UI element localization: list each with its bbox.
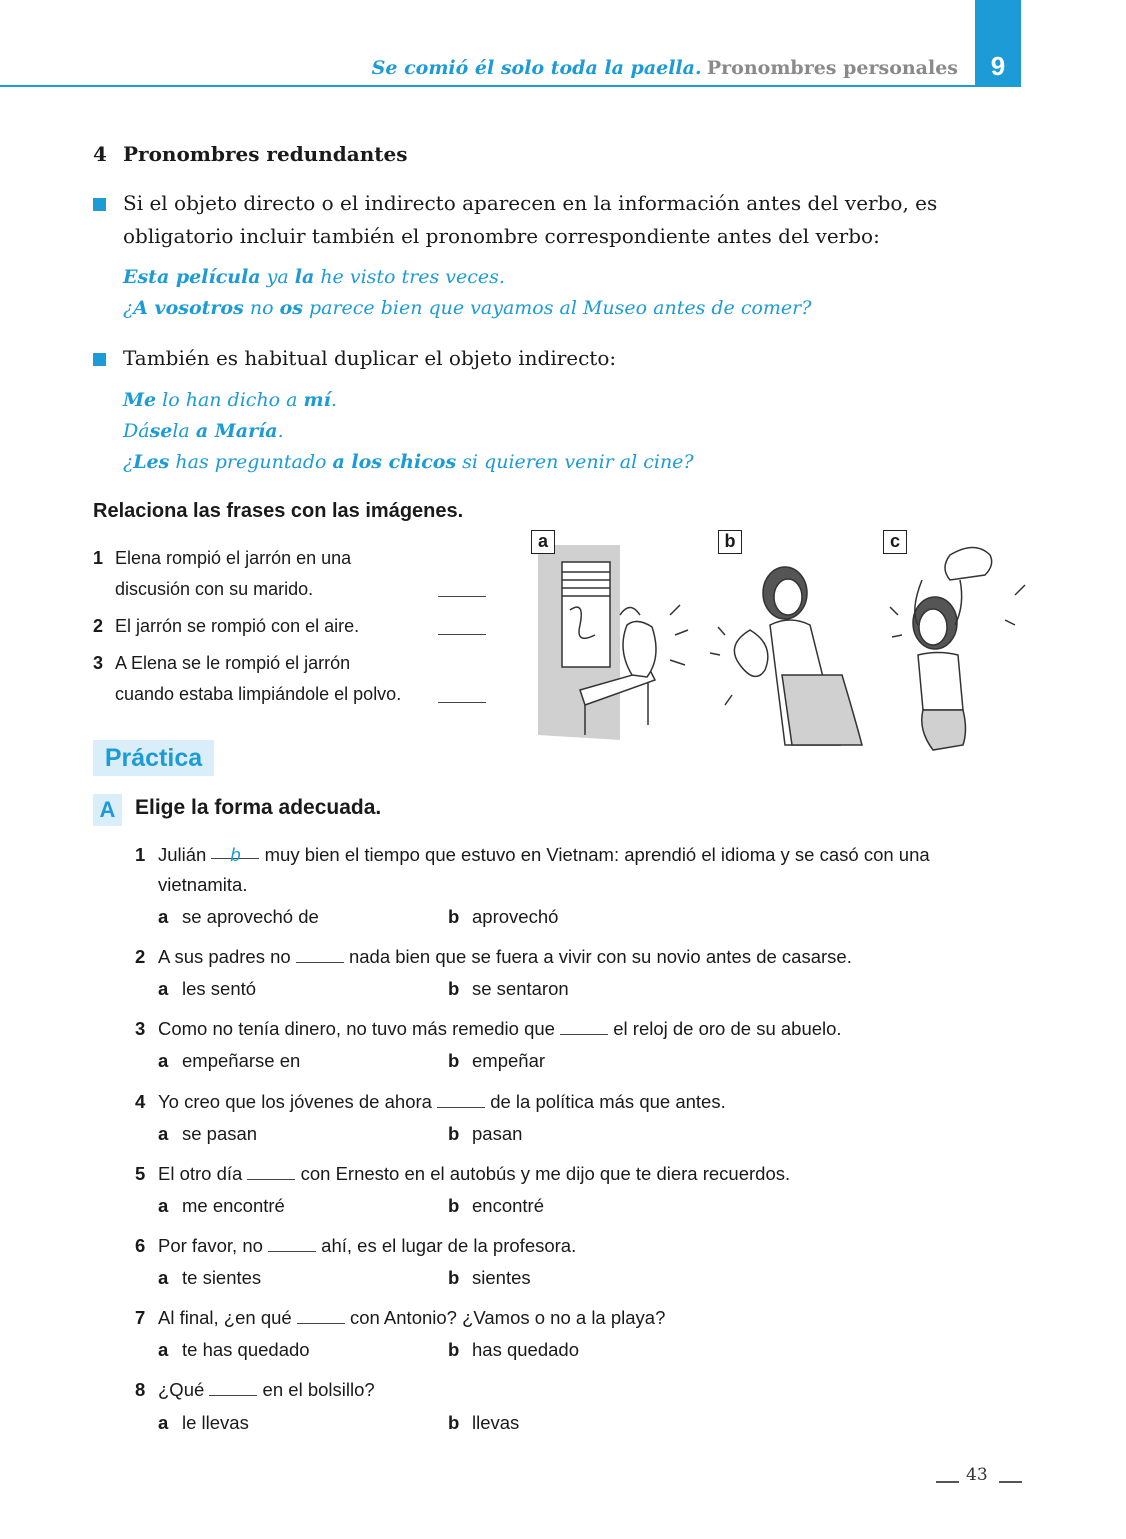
question-number: 6 — [135, 1235, 146, 1256]
practica-label: Práctica — [93, 740, 214, 776]
matching-title: Relaciona las frases con las imágenes. — [93, 500, 464, 522]
option-b[interactable]: b se sentaron — [448, 978, 569, 999]
option-a[interactable]: a me encontré — [158, 1195, 285, 1216]
answer-blank[interactable] — [247, 1161, 295, 1180]
answer-blank[interactable] — [209, 1377, 257, 1396]
answer-blank[interactable] — [438, 702, 486, 703]
option-b[interactable]: b empeñar — [448, 1050, 546, 1071]
question-number: 8 — [135, 1379, 146, 1400]
question-text: El otro día con Ernesto en el autobús y me dijo que te diera recuerdos. — [158, 1163, 791, 1184]
answer-blank[interactable] — [438, 596, 486, 597]
option-a[interactable]: a les sentó — [158, 978, 257, 999]
header-rule — [0, 85, 1021, 87]
question-number: 3 — [135, 1018, 146, 1039]
option-b[interactable]: b aprovechó — [448, 906, 559, 927]
option-a[interactable]: a te has quedado — [158, 1339, 310, 1360]
illustrations — [520, 525, 1030, 755]
option-a[interactable]: a te sientes — [158, 1267, 262, 1288]
section-heading — [93, 142, 407, 166]
header-title-grey: Pronombres personales — [706, 57, 958, 79]
question-text: Julián b muy bien el tiempo que estuvo en Vietnam: aprendió el idioma y se casó con una vietnamita. — [158, 840, 988, 900]
question-number: 2 — [135, 946, 146, 967]
bullet-square-icon — [93, 353, 106, 366]
page-number-rule — [999, 1481, 1022, 1483]
image-label-c: c — [883, 530, 907, 554]
illustration-c — [890, 548, 1025, 751]
answer-blank[interactable] — [438, 634, 486, 635]
image-label-a: a — [531, 530, 555, 554]
question-number: 1 — [135, 844, 146, 865]
question-text: Al final, ¿en qué con Antonio? ¿Vamos o no a la playa? — [158, 1307, 666, 1328]
section-number: 4 — [93, 142, 107, 166]
question-text: A sus padres no nada bien que se fuera a vivir con su novio antes de casarse. — [158, 946, 852, 967]
example-5: ¿Les has preguntado a los chicos si quieren venir al cine? — [123, 451, 694, 473]
answer-blank[interactable] — [560, 1016, 608, 1035]
question-text: Yo creo que los jóvenes de ahora de la política más que antes. — [158, 1091, 726, 1112]
answer-blank[interactable] — [297, 1305, 345, 1324]
answer-blank[interactable] — [437, 1089, 485, 1108]
question-number: 5 — [135, 1163, 146, 1184]
option-a[interactable]: a empeñarse en — [158, 1050, 301, 1071]
rule-text-1: Si el objeto directo o el indirecto aparecen en la información antes del verbo, es obligatorio incluir también el pronombre correspondiente antes del verbo: — [123, 191, 938, 248]
answer-blank[interactable]: b — [211, 840, 259, 859]
option-b[interactable]: b llevas — [448, 1412, 520, 1433]
example-2: ¿A vosotros no os parece bien que vayamos al Museo antes de comer? — [123, 297, 812, 319]
answer-blank[interactable] — [268, 1233, 316, 1252]
option-a[interactable]: a le llevas — [158, 1412, 249, 1433]
header-title-blue: Se comió él solo toda la paella. — [371, 57, 702, 79]
option-b[interactable]: b has quedado — [448, 1339, 579, 1360]
chapter-tab: 9 — [975, 0, 1021, 87]
answer-blank[interactable] — [296, 944, 344, 963]
illustration-a — [538, 545, 688, 740]
bullet-square-icon — [93, 198, 106, 211]
running-header — [372, 57, 958, 80]
option-b[interactable]: b pasan — [448, 1123, 523, 1144]
exercise-letter: A — [93, 794, 122, 826]
option-b[interactable]: b encontré — [448, 1195, 544, 1216]
question-number: 4 — [135, 1091, 146, 1112]
illustration-b — [710, 567, 862, 745]
question-number: 7 — [135, 1307, 146, 1328]
exercise-instruction: Elige la forma adecuada. — [135, 796, 382, 819]
page-number: 43 — [966, 1465, 988, 1485]
option-a[interactable]: a se pasan — [158, 1123, 258, 1144]
example-4: Dásela a María. — [123, 420, 284, 442]
section-title: Pronombres redundantes — [123, 142, 408, 166]
question-text: Como no tenía dinero, no tuvo más remedio que el reloj de oro de su abuelo. — [158, 1018, 842, 1039]
rule-text-2: También es habitual duplicar el objeto indirecto: — [123, 346, 617, 370]
question-text: ¿Qué en el bolsillo? — [158, 1379, 375, 1400]
image-label-b: b — [718, 530, 742, 554]
question-text: Por favor, no ahí, es el lugar de la profesora. — [158, 1235, 577, 1256]
option-a[interactable]: a se aprovechó de — [158, 906, 319, 927]
page-number-rule — [936, 1481, 959, 1483]
example-3: Me lo han dicho a mí. — [123, 389, 337, 411]
option-b[interactable]: b sientes — [448, 1267, 531, 1288]
example-1: Esta película ya la he visto tres veces. — [123, 266, 505, 288]
